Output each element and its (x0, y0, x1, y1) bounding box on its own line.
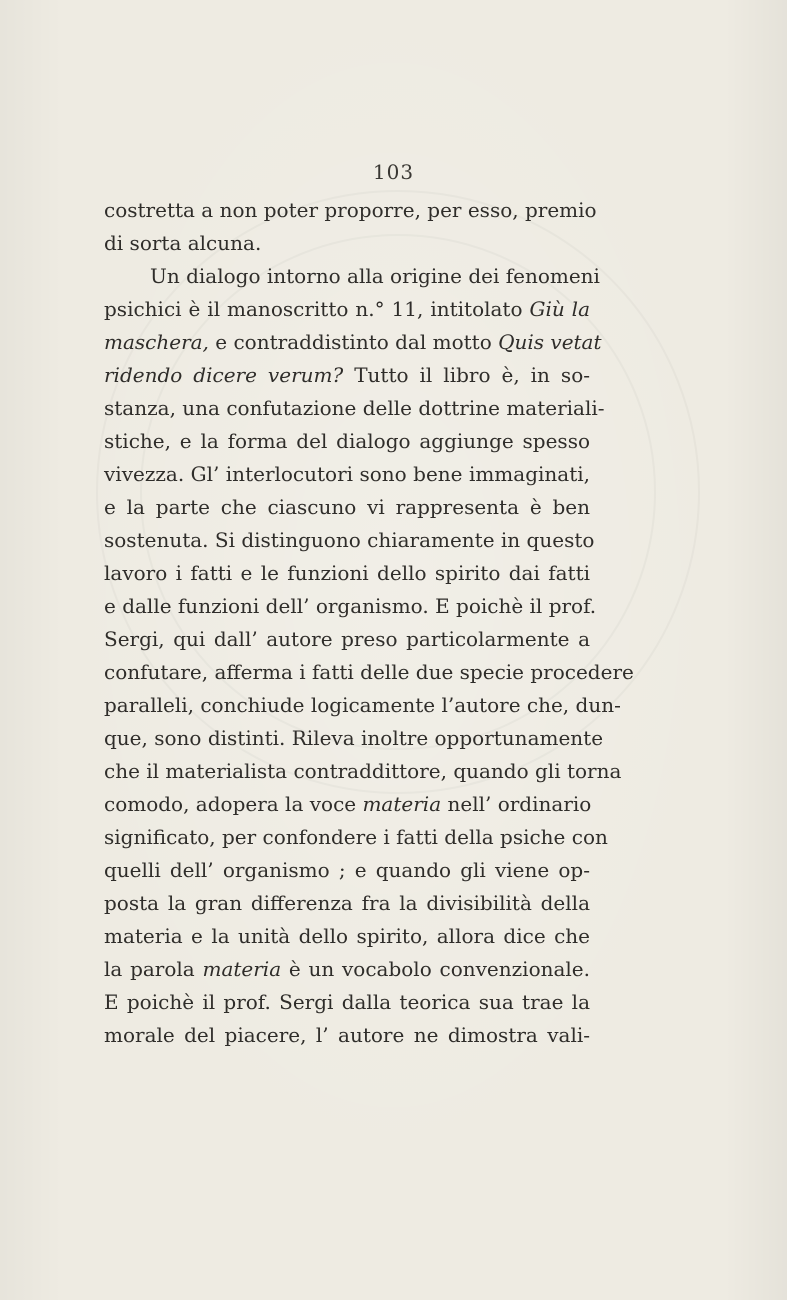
italic-word: materia (202, 957, 282, 981)
text-line: que, sono distinti. Rileva inoltre opportunamente (104, 726, 604, 750)
text-line: costretta a non poter proporre, per esso, premio (104, 198, 597, 222)
text-line: lavoro i fatti e le funzioni dello spirito dai fatti (104, 561, 590, 585)
text-line: E poichè il prof. Sergi dalla teorica sua trae la (104, 990, 590, 1014)
text-run: è un vocabolo convenzionale. (281, 957, 591, 981)
italic-title: Giù la (529, 297, 591, 321)
italic-motto: ridendo dicere verum? (104, 363, 344, 387)
text-run: la parola (104, 957, 203, 981)
text-run: e contraddistinto dal motto (208, 330, 499, 354)
text-line: stanza, una confutazione delle dottrine materiali- (104, 396, 605, 420)
text-line (104, 293, 590, 326)
text-line: e la parte che ciascuno vi rappresenta è ben (104, 495, 590, 519)
text-line (104, 953, 590, 986)
text-run: nell’ ordinario (441, 792, 592, 816)
page-number: 103 (372, 160, 415, 184)
text-line: che il materialista contraddittore, quando gli torna (104, 759, 622, 783)
text-line (104, 359, 590, 392)
text-line: quelli dell’ organismo ; e quando gli viene op- (104, 858, 590, 882)
text-line: morale del piacere, l’ autore ne dimostra vali- (104, 1023, 590, 1047)
text-run: comodo, adopera la voce (104, 792, 363, 816)
text-line: vivezza. Gl’ interlocutori sono bene immaginati, (104, 462, 590, 486)
text-line (104, 326, 602, 359)
text-line: Sergi, qui dall’ autore preso particolarmente a (104, 627, 590, 651)
text-run: psichici è il manoscritto n.° 11, intitolato (104, 297, 530, 321)
text-line: confutare, afferma i fatti delle due specie procedere (104, 660, 634, 684)
text-line: Un dialogo intorno alla origine dei fenomeni (150, 264, 600, 288)
text-line: materia e la unità dello spirito, allora dice che (104, 924, 590, 948)
text-line: posta la gran differenza fra la divisibilità della (104, 891, 590, 915)
italic-motto: Quis vetat (498, 330, 602, 354)
text-line: stiche, e la forma del dialogo aggiunge spesso (104, 429, 590, 453)
text-line: sostenuta. Si distinguono chiaramente in questo (104, 528, 595, 552)
text-line: significato, per confondere i fatti della psiche con (104, 825, 608, 849)
text-line: e dalle funzioni dell’ organismo. E poichè il prof. (104, 594, 597, 618)
italic-word: materia (362, 792, 442, 816)
text-run: Tutto il libro è, in so- (343, 363, 590, 387)
body-text (104, 194, 634, 1052)
text-line (104, 788, 590, 821)
italic-title: maschera, (104, 330, 209, 354)
text-line: di sorta alcuna. (104, 231, 262, 255)
text-line: paralleli, conchiude logicamente l’autore che, dun- (104, 693, 621, 717)
